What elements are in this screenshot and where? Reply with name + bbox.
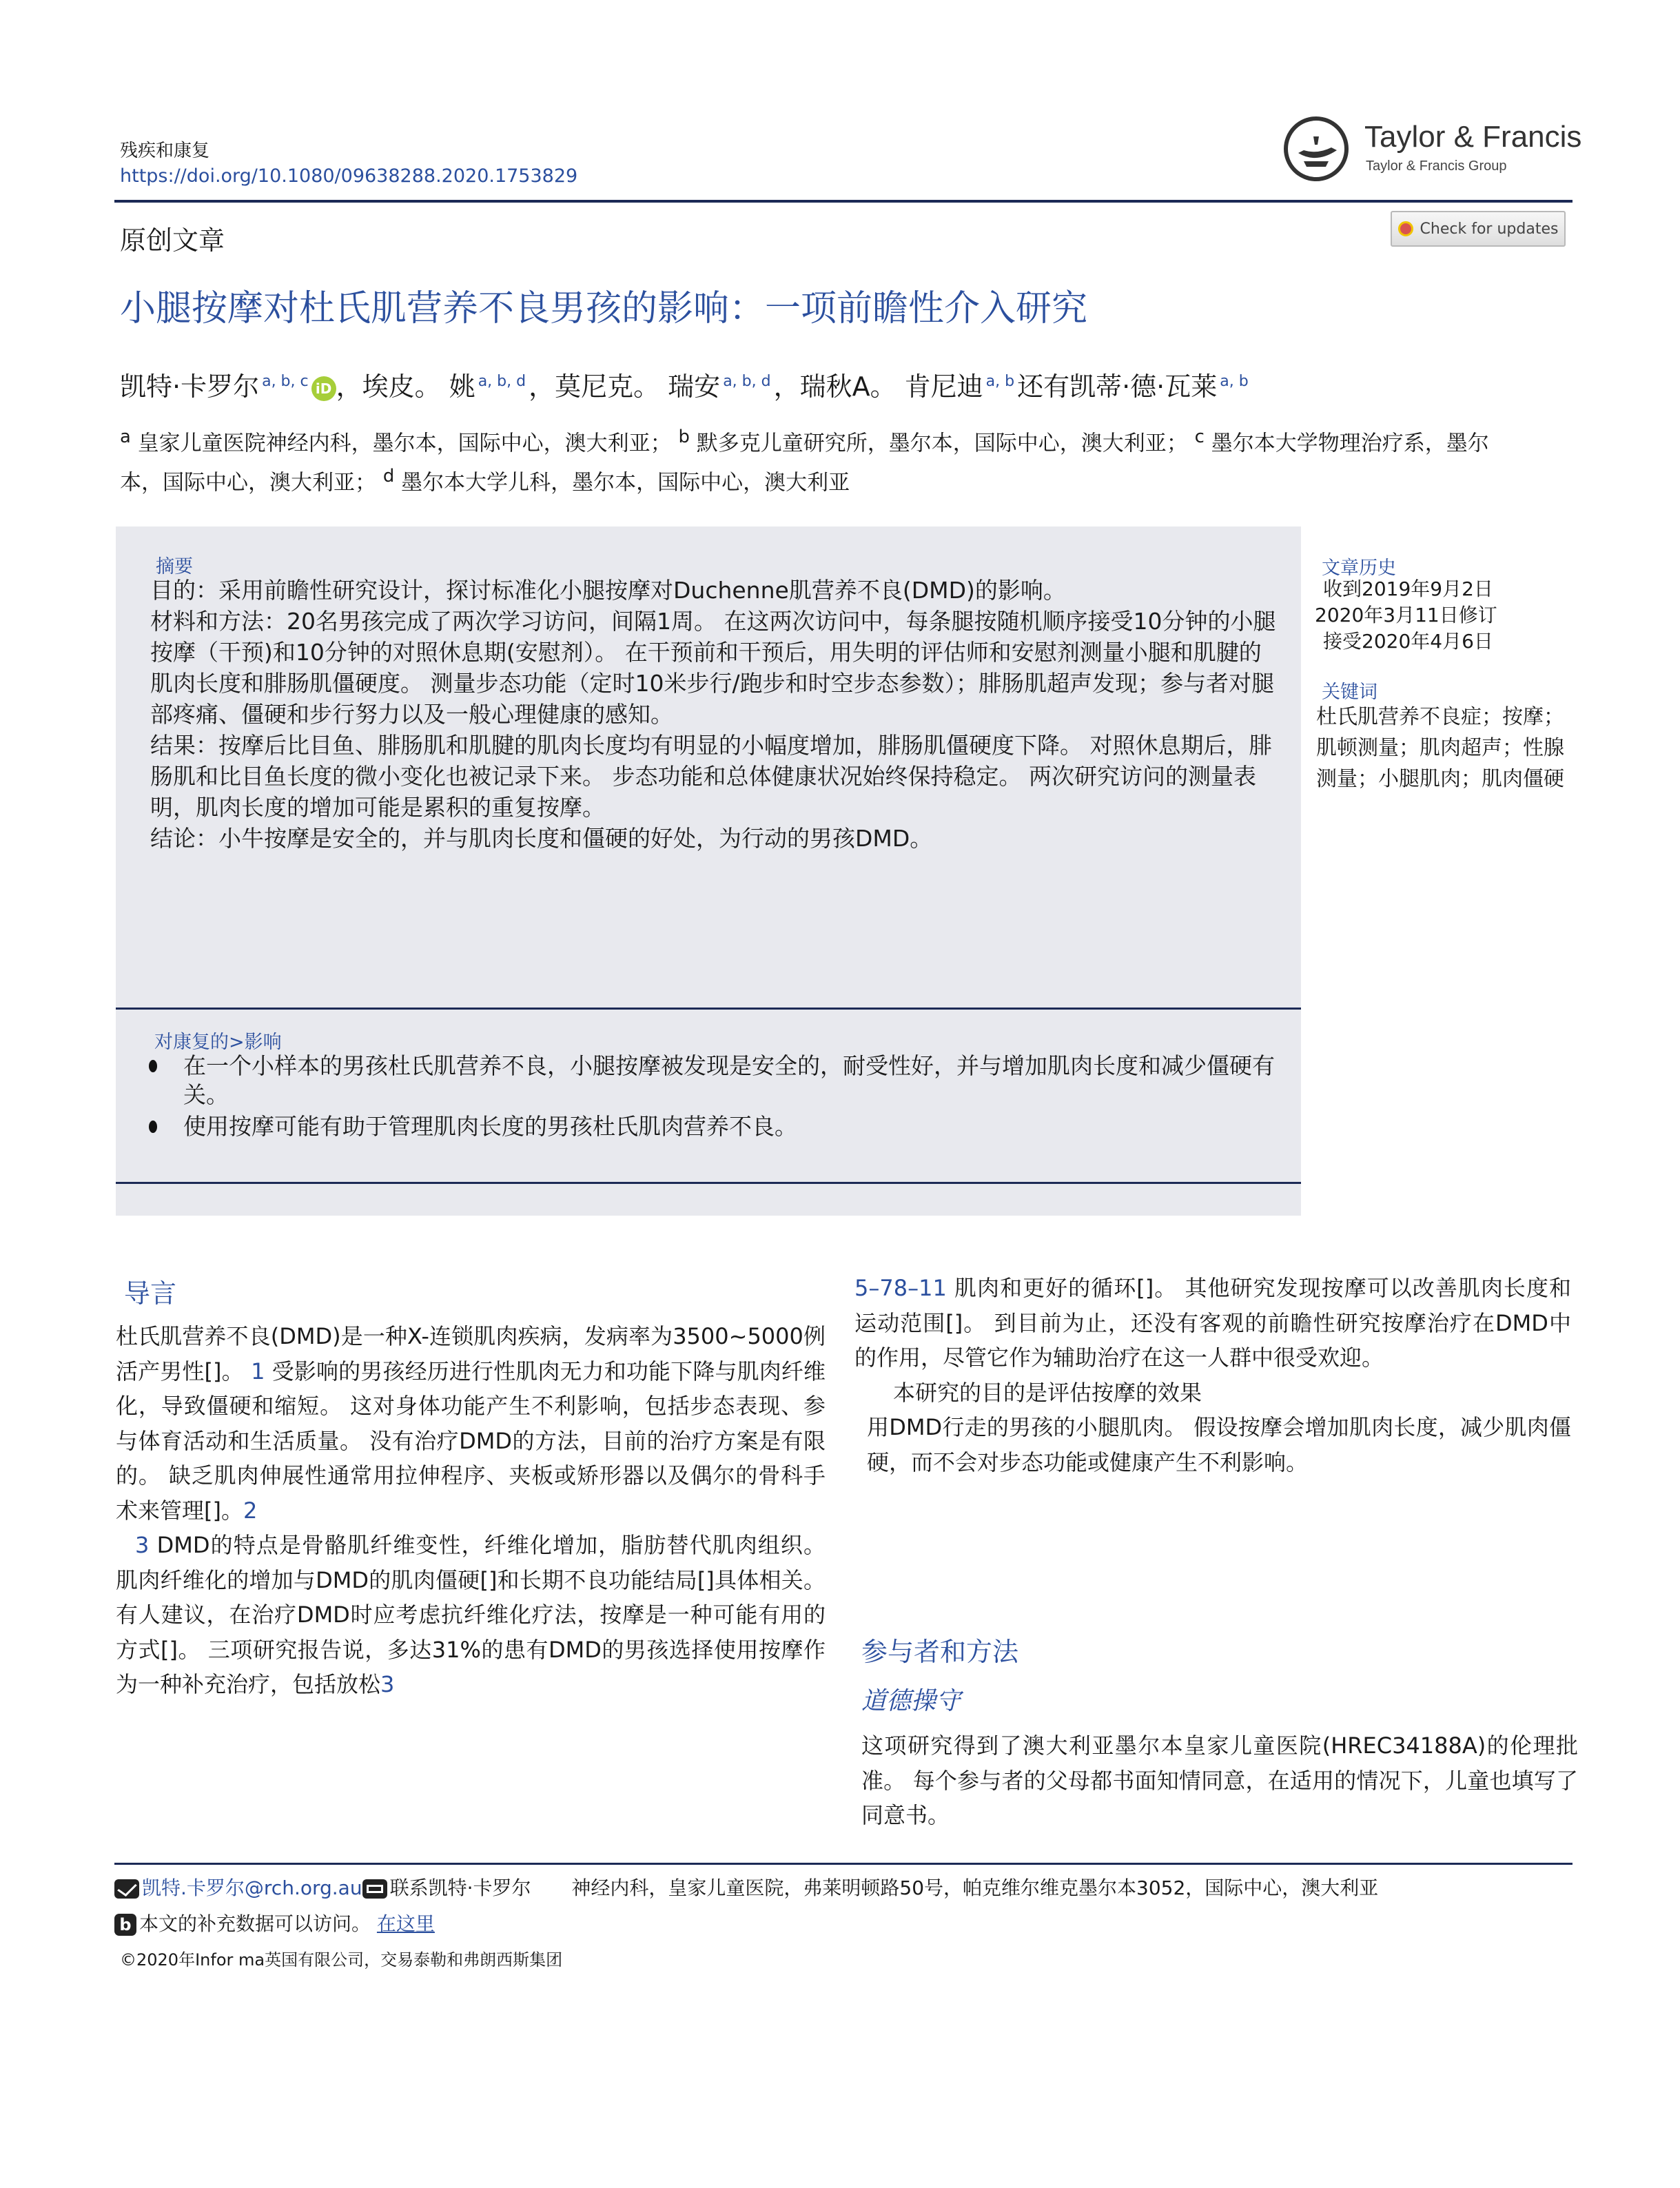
bullet-icon <box>149 1060 157 1072</box>
citation-link[interactable]: 3 <box>135 1532 150 1558</box>
abstract-heading: 摘要 <box>156 556 193 577</box>
affil-mark: d <box>382 466 395 487</box>
author-name[interactable]: ，瑞秋A。 肯尼迪 <box>773 371 983 402</box>
history-revised: 2020年3月11日修订 <box>1315 604 1497 626</box>
journal-name: 残疾和康复 <box>120 141 210 161</box>
contact-address: 神经内科，皇家儿童医院，弗莱明顿路50号，帕克维尔维克墨尔本3052，国际中心，澳大利亚 <box>571 1877 1379 1899</box>
section-label: 原创文章 <box>120 225 225 256</box>
history-received: 收到2019年9月2日 <box>1323 577 1493 600</box>
list-item <box>145 1052 1275 1110</box>
abstract-conclusion: 结论：小牛按摩是安全的，并与肌肉长度和僵硬的好处，为行动的男孩DMD。 <box>150 825 933 852</box>
author-affil-marks: a, b, d <box>478 373 526 391</box>
author-name[interactable]: 凯特·卡罗尔 <box>120 371 260 402</box>
intro-text: 杜氏肌营养不良(DMD)是一种X-连锁肌肉疾病，发病率为3500~5000例活产男性[]。 <box>116 1323 826 1384</box>
supplementary-line <box>114 1909 435 1936</box>
intro-text: 肌肉和更好的循环[]。 其他研究发现按摩可以改善肌肉长度和运动范围[]。 到目前为止，还没有客观的前瞻性研究按摩治疗在DMD中的作用，尽管它作为辅助治疗在这一人群中很受欢迎。 <box>854 1275 1571 1371</box>
keywords-heading: 关键词 <box>1322 682 1377 703</box>
supplementary-link[interactable]: 在这里 <box>376 1912 435 1935</box>
author-affil-marks: a, b <box>1220 373 1249 391</box>
abstract-bottom-rule <box>116 1182 1301 1184</box>
crossmark-icon <box>1398 221 1413 236</box>
affiliation-b: 默多克儿童研究所，墨尔本，国际中心，澳大利亚； <box>696 431 1188 456</box>
check-updates-button[interactable] <box>1391 211 1566 247</box>
intro-paragraph: 用DMD行走的男孩的小腿肌肉。 假设按摩会增加肌肉长度，减少肌肉僵硬，而不会对步态功能或健康产生不利影响。 <box>867 1414 1571 1475</box>
copyright: ©2020年Infor ma英国有限公司，交易泰勒和弗朗西斯集团 <box>120 1950 563 1970</box>
check-updates-label: Check for updates <box>1420 220 1559 238</box>
supplementary-text: 本文的补充数据可以访问。 <box>139 1912 371 1935</box>
publisher-name: Taylor & Francis <box>1364 120 1582 154</box>
abstract-methods: 材料和方法：20名男孩完成了两次学习访问，间隔1周。 在这两次访问中，每条腿按随机顺序接受10分钟的小腿按摩（干预)和10分钟的对照休息期(安慰剂）。 在干预前和干预后，用失明的评估师和安慰剂测量小腿和肌腱的肌肉长度和腓肠肌僵硬度。 测量步态功能（定时10米步行/跑步和时空步态参数）；腓肠肌超声发现；参与者对腿部疼痛、僵硬和步行努力以及一般心理健康的感知。 <box>150 608 1276 728</box>
email-icon <box>114 1879 139 1899</box>
citation-link[interactable]: 3 <box>380 1671 395 1697</box>
abstract-body <box>150 575 1280 854</box>
contact-card-icon <box>362 1879 387 1899</box>
left-column <box>116 1319 826 1702</box>
affiliation-a: 皇家儿童医院神经内科，墨尔本，国际中心，澳大利亚； <box>137 431 672 456</box>
keywords: 杜氏肌营养不良症；按摩；肌顿测量；肌肉超声；性腺测量；小腿肌肉；肌肉僵硬 <box>1316 705 1564 791</box>
author-affil-marks: a, b, c <box>262 373 309 391</box>
abstract-divider <box>116 1008 1301 1010</box>
supplementary-b-icon: b <box>114 1914 136 1936</box>
doi-link[interactable]: https://doi.org/10.1080/09638288.2020.1753829 <box>120 165 578 187</box>
article-history <box>1315 576 1497 655</box>
intro-paragraph: 本研究的目的是评估按摩的效果 <box>893 1379 1202 1406</box>
affiliation-c: 墨尔本大学物理治疗系，墨尔本，国际中心，澳大利亚； <box>120 431 1489 495</box>
affil-mark: c <box>1194 427 1205 447</box>
author-affil-marks: a, b <box>985 373 1015 391</box>
author-affil-marks: a, b, d <box>723 373 771 391</box>
publisher-group: Taylor & Francis Group <box>1366 159 1507 174</box>
intro-text: DMD的特点是骨骼肌纤维变性，纤维化增加，脂肪替代肌肉组织。 肌肉纤维化的增加与DMD的肌肉僵硬[]和长期不良功能结局[]具体相关。 有人建议，在治疗DMD时应考虑抗纤维化疗法，按摩是一种可能有用的方式[]。 三项研究报告说，多达31%的患有DMD的男孩选择使用按摩作为一种补充治疗，包括放松 <box>116 1532 826 1697</box>
footer-rule <box>114 1863 1573 1865</box>
ethics-paragraph: 这项研究得到了澳大利亚墨尔本皇家儿童医院(HREC34188A)的伦理批准。 每个参与者的父母都书面知情同意，在适用的情况下，儿童也填写了同意书。 <box>861 1732 1578 1828</box>
affil-mark: b <box>678 427 690 447</box>
citation-link[interactable]: 1 <box>251 1358 265 1384</box>
orcid-icon[interactable]: iD <box>311 376 336 401</box>
intro-paragraph <box>854 1271 1571 1376</box>
citation-link[interactable]: 5–78–11 <box>854 1275 947 1301</box>
abstract-purpose: 目的：采用前瞻性研究设计，探讨标准化小腿按摩对Duchenne肌营养不良(DMD)的影响。 <box>150 577 1066 604</box>
header-rule <box>114 200 1573 203</box>
implication-text: 使用按摩可能有助于管理肌肉长度的男孩杜氏肌肉营养不良。 <box>183 1113 797 1140</box>
affiliations <box>120 420 1519 500</box>
citation-link[interactable]: 2 <box>243 1497 258 1524</box>
contact-line <box>114 1873 1378 1901</box>
affiliation-d: 墨尔本大学儿科，墨尔本，国际中心，澳大利亚 <box>401 470 850 495</box>
publisher-logo[interactable] <box>1283 116 1582 185</box>
email-link[interactable]: 凯特.卡罗尔@rch.org.au <box>142 1877 362 1899</box>
author-name[interactable]: ，埃皮。 姚 <box>336 371 475 402</box>
bullet-icon <box>149 1121 157 1133</box>
abstract-results: 结果：按摩后比目鱼、腓肠肌和肌腱的肌肉长度均有明显的小幅度增加，腓肠肌僵硬度下降。 对照休息期后，腓肠肌和比目鱼长度的微小变化也被记录下来。 步态功能和总体健康状况始终保持稳定。 两次研究访问的测量表明，肌肉长度的增加可能是累积的重复按摩。 <box>150 732 1272 821</box>
author-name[interactable]: ，莫尼克。 瑞安 <box>529 371 721 402</box>
intro-paragraph <box>116 1319 826 1528</box>
intro-paragraph <box>116 1528 826 1702</box>
author-list <box>120 365 1251 403</box>
list-item <box>145 1112 1275 1141</box>
implication-text: 在一个小样本的男孩杜氏肌营养不良，小腿按摩被发现是安全的，耐受性好，并与增加肌肉长度和减少僵硬有关。 <box>183 1052 1275 1108</box>
contact-name: 联系凯特·卡罗尔 <box>389 1877 531 1899</box>
article-history-heading: 文章历史 <box>1322 558 1396 579</box>
implications-list <box>145 1052 1275 1144</box>
implications-heading: 对康复的>影响 <box>154 1032 282 1053</box>
intro-heading: 导言 <box>124 1278 177 1309</box>
article-title: 小腿按摩对杜氏肌营养不良男孩的影响：一项前瞻性介入研究 <box>120 288 1088 329</box>
methods-heading: 参与者和方法 <box>861 1637 1019 1667</box>
right-column <box>854 1271 1571 1480</box>
author-name[interactable]: 还有凯蒂·德·瓦莱 <box>1017 371 1218 402</box>
publisher-lamp-icon <box>1283 116 1352 185</box>
history-accepted: 接受2020年4月6日 <box>1323 630 1493 653</box>
intro-text: 受影响的男孩经历进行性肌肉无力和功能下降与肌肉纤维化，导致僵硬和缩短。 这对身体功能产生不利影响，包括步态表现、参与体育活动和生活质量。 没有治疗DMD的方法，目前的治疗方案是有限的。 缺乏肌肉伸展性通常用拉伸程序、夹板或矫形器以及偶尔的骨科手术来管理[]。 <box>116 1358 826 1524</box>
ethics-subheading: 道德操守 <box>861 1687 961 1715</box>
affil-mark: a <box>120 427 131 447</box>
